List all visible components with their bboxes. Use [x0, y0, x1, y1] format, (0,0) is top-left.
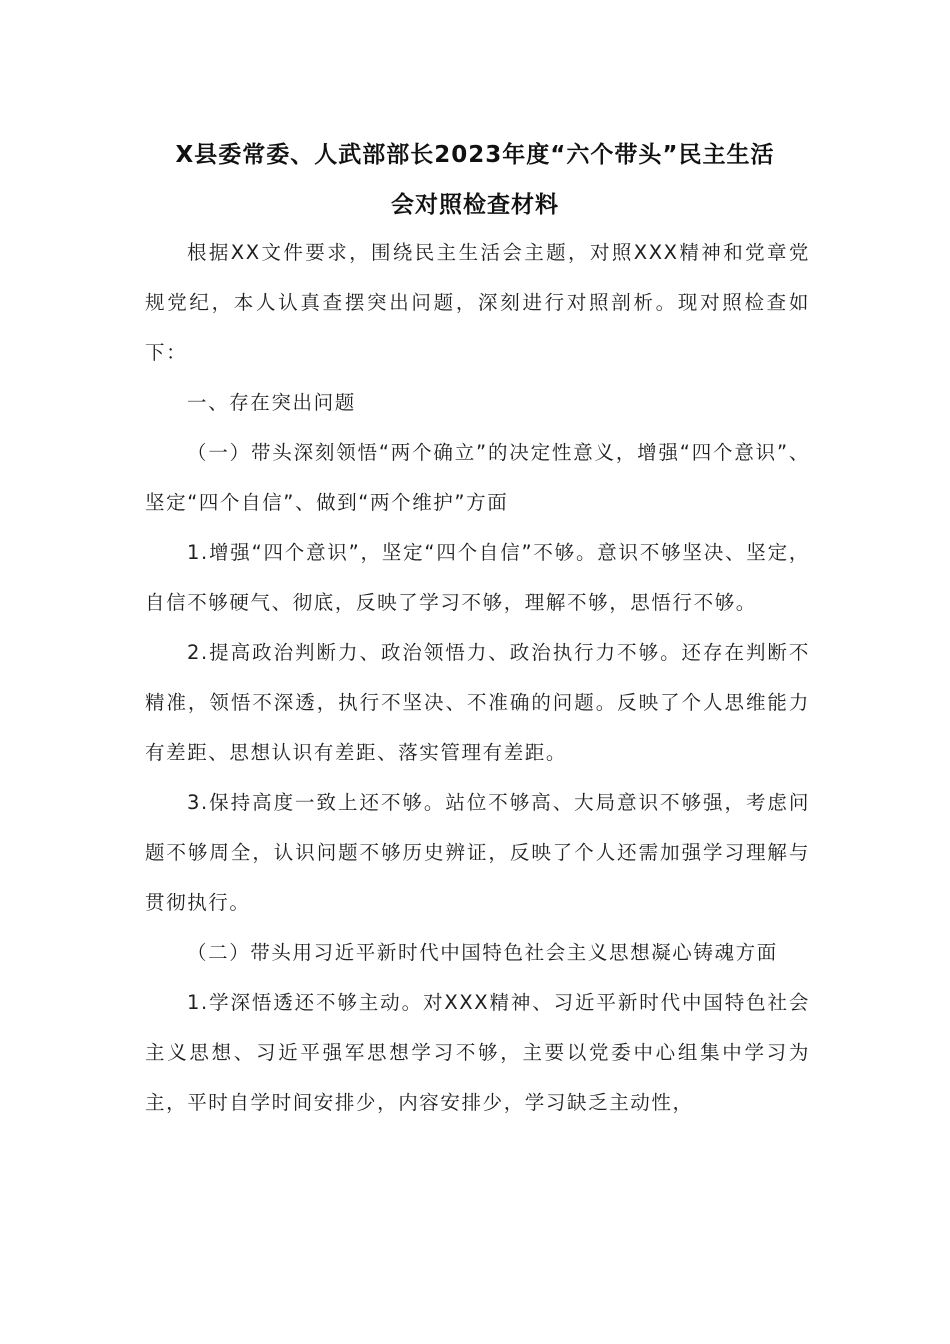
intro-paragraph: 根据XX文件要求，围绕民主生活会主题，对照XXX精神和党章党规党纪，本人认真查摆突出问题，深刻进行对照剖析。现对照检查如下： [145, 241, 810, 364]
item-paragraph-1-1: 1.增强“四个意识”，坚定“四个自信”不够。意识不够坚决、坚定，自信不够硬气、彻底，反映了学习不够，理解不够，思悟行不够。 [145, 541, 810, 614]
item-paragraph-1-2: 2.提高政治判断力、政治领悟力、政治执行力不够。还存在判断不精准，领悟不深透，执行不坚决、不准确的问题。反映了个人思维能力有差距、思想认识有差距、落实管理有差距。 [145, 641, 810, 764]
document-title-line-2: 会对照检查材料 [391, 192, 559, 218]
item-paragraph-2-1: 1.学深悟透还不够主动。对XXX精神、习近平新时代中国特色社会主义思想、习近平强军思想学习不够，主要以党委中心组集中学习为主，平时自学时间安排少，内容安排少，学习缺乏主动性， [145, 991, 810, 1114]
item-paragraph-1-3: 3.保持高度一致上还不够。站位不够高、大局意识不够强，考虑问题不够周全，认识问题不够历史辨证，反映了个人还需加强学习理解与贯彻执行。 [145, 791, 810, 914]
subsection-heading-1: （一）带头深刻领悟“两个确立”的决定性意义，增强“四个意识”、坚定“四个自信”、做到“两个维护”方面 [145, 441, 810, 514]
subsection-heading-2: （二）带头用习近平新时代中国特色社会主义思想凝心铸魂方面 [187, 941, 778, 964]
document-body [145, 228, 810, 1128]
document-title-line-1: X县委常委、人武部部长2023年度“六个带头”民主生活 [175, 142, 775, 168]
section-heading-1: 一、存在突出问题 [187, 391, 356, 414]
